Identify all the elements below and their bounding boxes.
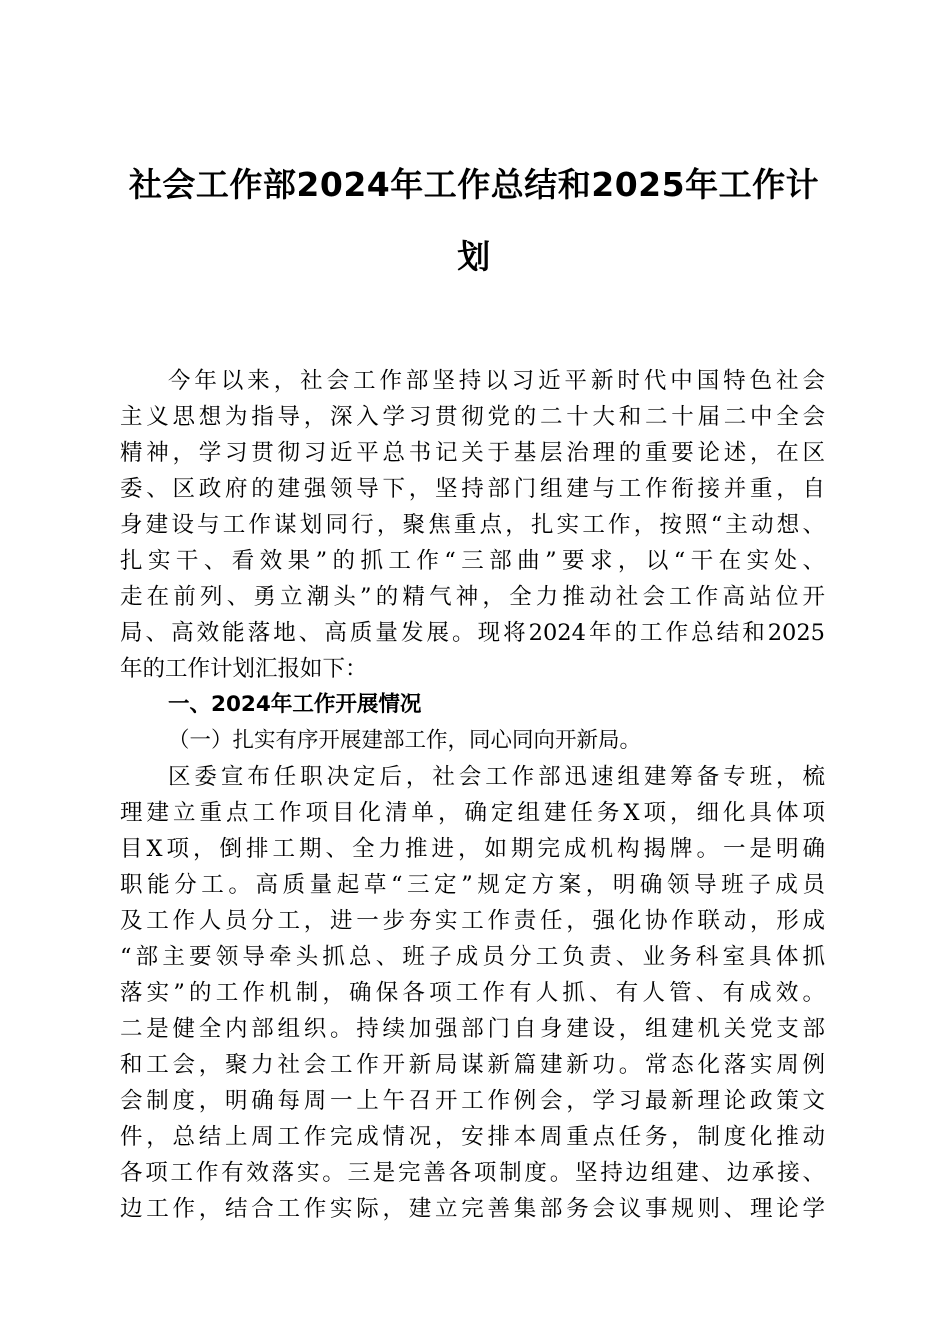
body-line: 职能分工。高质量起草“三定”规定方案，明确领导班子成员 — [120, 872, 825, 898]
body-line: 委、区政府的建强领导下，坚持部门组建与工作衔接并重，自 — [120, 476, 825, 502]
document-body — [120, 363, 825, 1227]
body-line: 走在前列、勇立潮头”的精气神，全力推动社会工作高站位开 — [120, 584, 825, 610]
document-title-line-2: 划 — [457, 237, 491, 276]
body-line: 扎实干、看效果”的抓工作“三部曲”要求，以“干在实处、 — [120, 548, 825, 574]
body-line: 今年以来，社会工作部坚持以习近平新时代中国特色社会 — [168, 368, 825, 394]
body-line: 理建立重点工作项目化清单，确定组建任务X项，细化具体项 — [120, 800, 825, 826]
body-line: 目X项，倒排工期、全力推进，如期完成机构揭牌。一是明确 — [120, 836, 825, 862]
body-line: “部主要领导牵头抓总、班子成员分工负责、业务科室具体抓 — [120, 944, 825, 970]
body-line: 局、高效能落地、高质量发展。现将2024年的工作总结和2025 — [120, 620, 825, 646]
body-line: 身建设与工作谋划同行，聚焦重点，扎实工作，按照“主动想、 — [120, 512, 825, 538]
body-line: 精神，学习贯彻习近平总书记关于基层治理的重要论述，在区 — [120, 440, 825, 466]
body-line: 会制度，明确每周一上午召开工作例会，学习最新理论政策文 — [120, 1088, 825, 1114]
body-line: 区委宣布任职决定后，社会工作部迅速组建筹备专班，梳 — [168, 764, 825, 790]
document-title-line-1: 社会工作部2024年工作总结和2025年工作计 — [128, 165, 820, 204]
body-line: 年的工作计划汇报如下： — [120, 656, 368, 682]
document-title — [118, 165, 830, 312]
body-line: 件，总结上周工作完成情况，安排本周重点任务，制度化推动 — [120, 1124, 825, 1150]
body-line: 及工作人员分工，进一步夯实工作责任，强化协作联动，形成 — [120, 908, 825, 934]
body-line: 落实”的工作机制，确保各项工作有人抓、有人管、有成效。 — [120, 980, 825, 1006]
body-line: 和工会，聚力社会工作开新局谋新篇建新功。常态化落实周例 — [120, 1052, 825, 1078]
body-line: 二是健全内部组织。持续加强部门自身建设，组建机关党支部 — [120, 1016, 825, 1042]
section-heading: 一、2024年工作开展情况 — [168, 692, 422, 717]
body-line: 主义思想为指导，深入学习贯彻党的二十大和二十届二中全会 — [120, 404, 825, 430]
body-line: 边工作，结合工作实际，建立完善集部务会议事规则、理论学 — [120, 1196, 825, 1222]
subsection-heading: （一）扎实有序开展建部工作，同心同向开新局。 — [168, 728, 642, 753]
body-line: 各项工作有效落实。三是完善各项制度。坚持边组建、边承接、 — [120, 1160, 825, 1186]
